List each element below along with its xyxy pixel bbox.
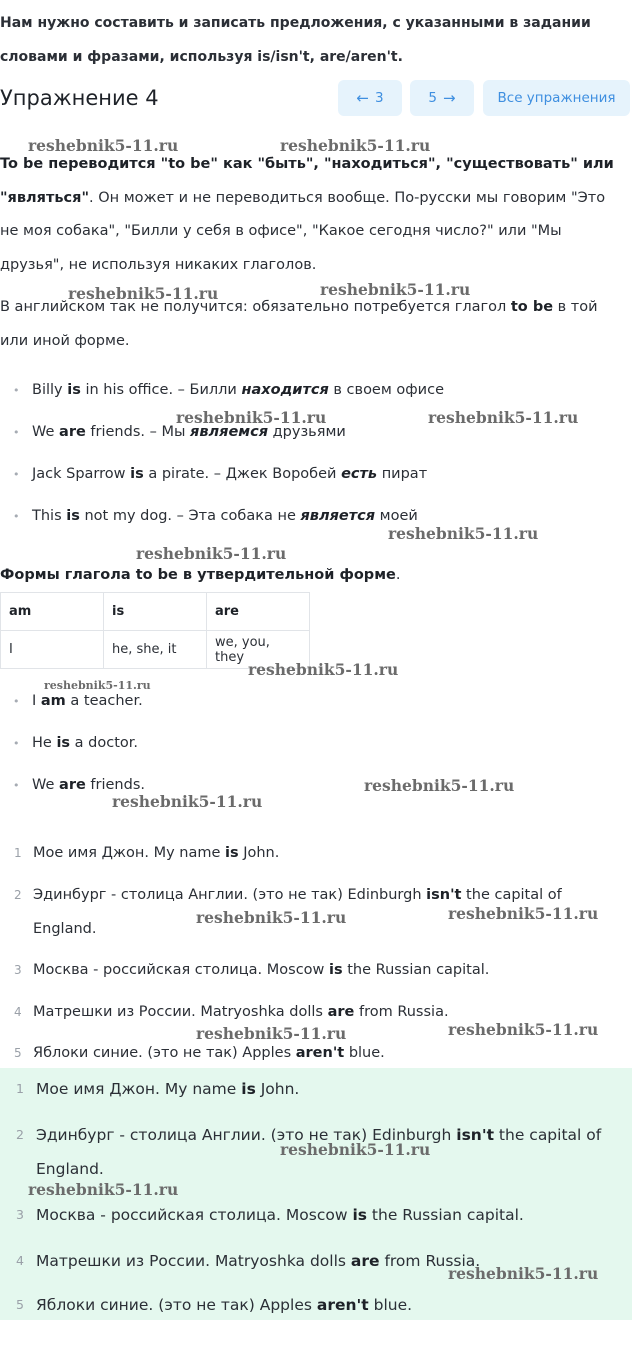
theory-p2-post: в той или иной форме.	[0, 299, 598, 349]
exercise-title: Упражнение 4	[0, 86, 159, 110]
watermark: reshebnik5-11.ru	[280, 136, 431, 155]
arrow-left-icon: ←	[356, 89, 369, 107]
theory-text: . Он может и не переводиться вообще. По-русски мы говорим "Это не моя собака", "Билли у себя в офисе", "Какое сегодня число?" или "Мы друзья", не используя никаких глаголов.	[0, 189, 606, 273]
theory-p2-pre: В английском так не получится: обязательно потребуется глагол	[0, 299, 511, 315]
next-exercise-label: 5	[428, 90, 437, 106]
task-description	[0, 6, 600, 74]
watermark: reshebnik5-11.ru	[388, 524, 539, 543]
table-cell: he, she, it	[104, 631, 207, 669]
task-line-2: словами и фразами, используя is/isn't, are/aren't.	[0, 49, 403, 65]
prev-exercise-label: 3	[374, 90, 384, 106]
forms-table	[0, 592, 310, 669]
watermark: reshebnik5-11.ru	[448, 904, 599, 923]
theory-bold: To be переводится "to be" как "быть", "находиться", "существовать" или "являться"	[0, 156, 614, 206]
watermark: reshebnik5-11.ru	[196, 908, 347, 927]
answer-box: 1 Мое имя Джон. My name is John. 2 Эдинбург - столица Англии. (это не так) Edinburgh isn't the capital of England. 3 Москва - российская столица. Moscow is the Russian capital. 4 Матрешки из России. Matryoshka dolls are from Russia. 5 Яблоки синие. (это не так) Apples aren't blue.	[0, 1068, 632, 1320]
watermark: reshebnik5-11.ru	[364, 776, 515, 795]
table-header-row	[1, 593, 310, 631]
table-cell: we, you, they	[207, 631, 310, 669]
all-exercises-button[interactable]: Все упражнения	[483, 80, 630, 116]
watermark: reshebnik5-11.ru	[176, 408, 327, 427]
table-header: is	[104, 593, 207, 631]
watermark: reshebnik5-11.ru	[196, 1024, 347, 1043]
arrow-right-icon: →	[443, 89, 456, 107]
watermark: reshebnik5-11.ru	[280, 1140, 431, 1159]
table-cell: I	[1, 631, 104, 669]
watermark: reshebnik5-11.ru	[248, 660, 399, 679]
watermark: reshebnik5-11.ru	[28, 136, 179, 155]
table-header: am	[1, 593, 104, 631]
next-exercise-button[interactable]	[410, 80, 474, 116]
table-header: are	[207, 593, 310, 631]
theory-paragraph-1	[0, 148, 625, 282]
prev-exercise-button[interactable]	[338, 80, 402, 116]
watermark: reshebnik5-11.ru	[44, 679, 151, 692]
watermark: reshebnik5-11.ru	[320, 280, 471, 299]
watermark: reshebnik5-11.ru	[68, 284, 219, 303]
task-line-1: Нам нужно составить и записать предложения, с указанными в задании	[0, 15, 591, 31]
theory-p2-bold: to be	[510, 299, 554, 315]
watermark: reshebnik5-11.ru	[448, 1020, 599, 1039]
watermark: reshebnik5-11.ru	[428, 408, 579, 427]
watermark: reshebnik5-11.ru	[28, 1180, 179, 1199]
watermark: reshebnik5-11.ru	[448, 1264, 599, 1283]
watermark: reshebnik5-11.ru	[136, 544, 287, 563]
watermark: reshebnik5-11.ru	[112, 792, 263, 811]
forms-heading: Формы глагола to be в утвердительной форме.	[0, 567, 401, 583]
